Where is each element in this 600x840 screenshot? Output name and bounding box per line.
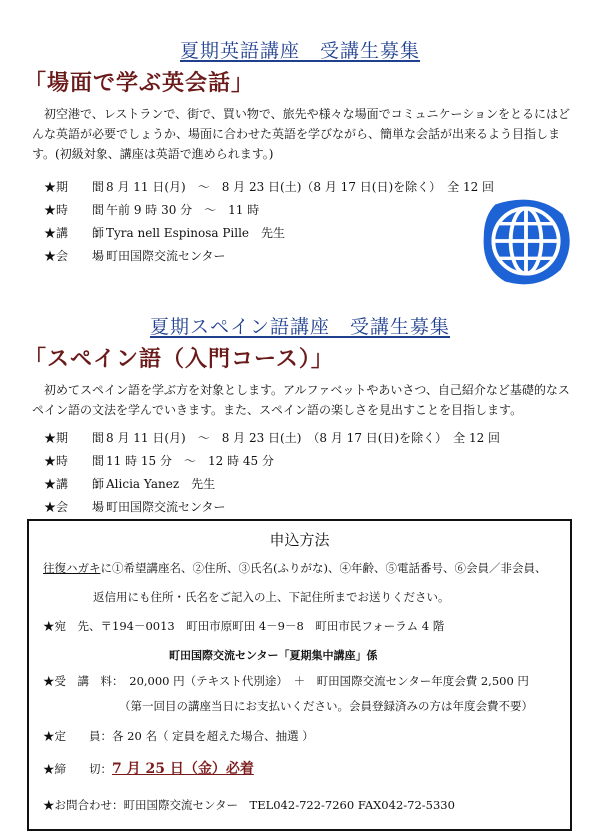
english-info-teacher: ★講 師 ：Tyra nell Espinosa Pille 先生 (44, 226, 286, 240)
application-box (27, 519, 572, 831)
application-method: 往復ハガキに①希望講座名、②住所、③氏名(ふりがな)、④年齢、⑤電話番号、⑥会員／非会員、 (43, 561, 547, 575)
english-info (44, 178, 494, 270)
english-subtitle: 「場面で学ぶ英会話」 (24, 70, 255, 96)
spanish-info-period: ★期 間 ：8 月 11 日(月) ～ 8 月 23 日(土) （8 月 17 日(日)を除く） 全 12 回 (44, 431, 501, 445)
application-fee-note: （第一回目の講座当日にお支払いください。会員登録済みの方は年度会費不要） (119, 699, 533, 713)
application-capacity: ★定 員：各 20 名（ 定員を超えた場合、抽選 ） (43, 729, 314, 743)
english-description: 初空港で、レストランで、街で、買い物で、旅先や様々な場面でコミュニケーションをとるにはどんな英語が必要でしょうか、場面に合わせた英語を学びながら、簡単な会話が出来るよう目指します。(初級対象、講座は英語で進められます。) (32, 107, 570, 161)
application-method-line2: 返信用にも住所・氏名をご記入の上、下記住所までお送りください。 (93, 590, 450, 604)
spanish-description: 初めてスペイン語を学ぶ方を対象とします。アルファベットやあいさつ、自己紹介など基礎的なスペイン語の文法を学んでいきます。また、スペイン語の楽しさを見出すことを目指します。 (32, 383, 570, 417)
application-address: ★宛 先、〒194－0013 町田市原町田 4－9－8 町田市民フォーラム 4 階 (43, 619, 445, 633)
english-info-time: ★時 間 ：午前 9 時 30 分 ～ 11 時 (44, 203, 260, 217)
deadline-date: 7 月 25 日（金）必着 (112, 761, 254, 777)
spanish-info (44, 429, 500, 521)
application-title: 申込方法 (269, 531, 330, 549)
globe-icon (478, 193, 574, 289)
application-fee: ★受 講 料： 20,000 円（テキスト代別途） ＋ 町田国際交流センター年度会費 2,500 円 (43, 674, 529, 688)
spanish-info-time: ★時 間 ：11 時 15 分 ～ 12 時 45 分 (44, 454, 274, 468)
spanish-info-teacher: ★講 師 ：Alicia Yanez 先生 (44, 477, 216, 491)
application-deadline: ★締 切：7 月 25 日（金）必着 (43, 761, 254, 777)
spanish-info-venue: ★会 場 ：町田国際交流センター (44, 500, 226, 514)
application-contact: ★お問合わせ：町田国際交流センター TEL042-722-7260 FAX042-72-5330 (43, 798, 455, 812)
english-info-venue: ★会 場 ：町田国際交流センター (44, 249, 226, 263)
english-section-title: 夏期英語講座 受講生募集 (179, 40, 420, 62)
spanish-section-title: 夏期スペイン語講座 受講生募集 (149, 316, 450, 338)
english-info-period: ★期 間 ：8 月 11 日(月) ～ 8 月 23 日(土)（8 月 17 日(日)を除く） 全 12 回 (44, 180, 495, 194)
spanish-subtitle: 「スペイン語（入門コース）」 (24, 346, 334, 372)
application-center-name: 町田国際交流センター「夏期集中講座」係 (169, 649, 378, 662)
